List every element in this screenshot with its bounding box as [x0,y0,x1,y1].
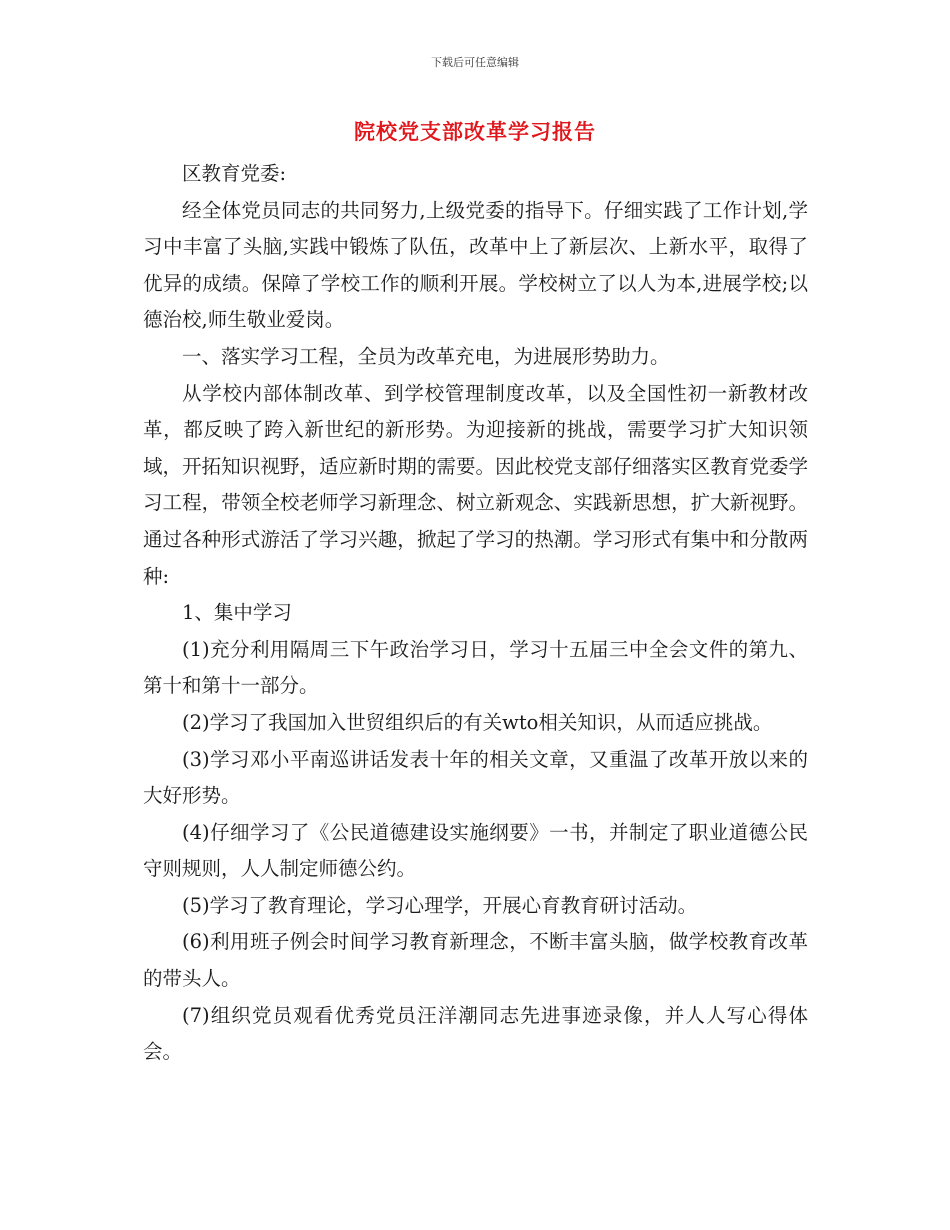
list-item: (3)学习邓小平南巡讲话发表十年的相关文章，又重温了改革开放以来的大好形势。 [143,747,808,808]
salutation: 区教育党委: [182,162,287,185]
list-item: (4)仔细学习了《公民道德建设实施纲要》一书，并制定了职业道德公民守则规则，人人制定师德公约。 [143,820,808,881]
paragraph-intro: 经全体党员同志的共同努力,上级党委的指导下。仔细实践了工作计划,学习中丰富了头脑,实践中锻炼了队伍，改革中上了新层次、上新水平，取得了优异的成绩。保障了学校工作的顺利开展。学校树立了以人为本,进展学校;以德治校,师生敬业爱岗。 [143,198,808,332]
section-heading: 一、落实学习工程，全员为改革充电，为进展形势助力。 [182,344,670,368]
document-body [143,156,808,1071]
list-item: (6)利用班子例会时间学习教育新理念，不断丰富头脑，做学校教育改革的带头人。 [143,930,808,991]
document-title: 院校党支部改革学习报告 [354,119,596,144]
list-item: (7)组织党员观看优秀党员汪洋潮同志先进事迹录像，并人人写心得体会。 [143,1003,808,1064]
paragraph-background: 从学校内部体制改革、到学校管理制度改革，以及全国性初一新教材改革，都反映了跨入新世纪的新形势。为迎接新的挑战，需要学习扩大知识领域，开拓知识视野，适应新时期的需要。因此校党支部仔细落实区教育党委学习工程，带领全校老师学习新理念、树立新观念、实践新思想，扩大新视野。通过各种形式游活了学习兴趣，掀起了学习的热潮。学习形式有集中和分散两种: [143,381,808,588]
subsection-heading: 1、集中学习 [182,601,292,625]
header-note: 下载后可任意编辑 [431,56,519,69]
list-item: (2)学习了我国加入世贸组织后的有关wto相关知识，从而适应挑战。 [182,710,773,734]
list-item: (5)学习了教育理论，学习心理学，开展心育教育研讨活动。 [182,893,698,917]
list-item: (1)充分利用隔周三下午政治学习日，学习十五届三中全会文件的第九、第十和第十一部分。 [143,637,808,698]
